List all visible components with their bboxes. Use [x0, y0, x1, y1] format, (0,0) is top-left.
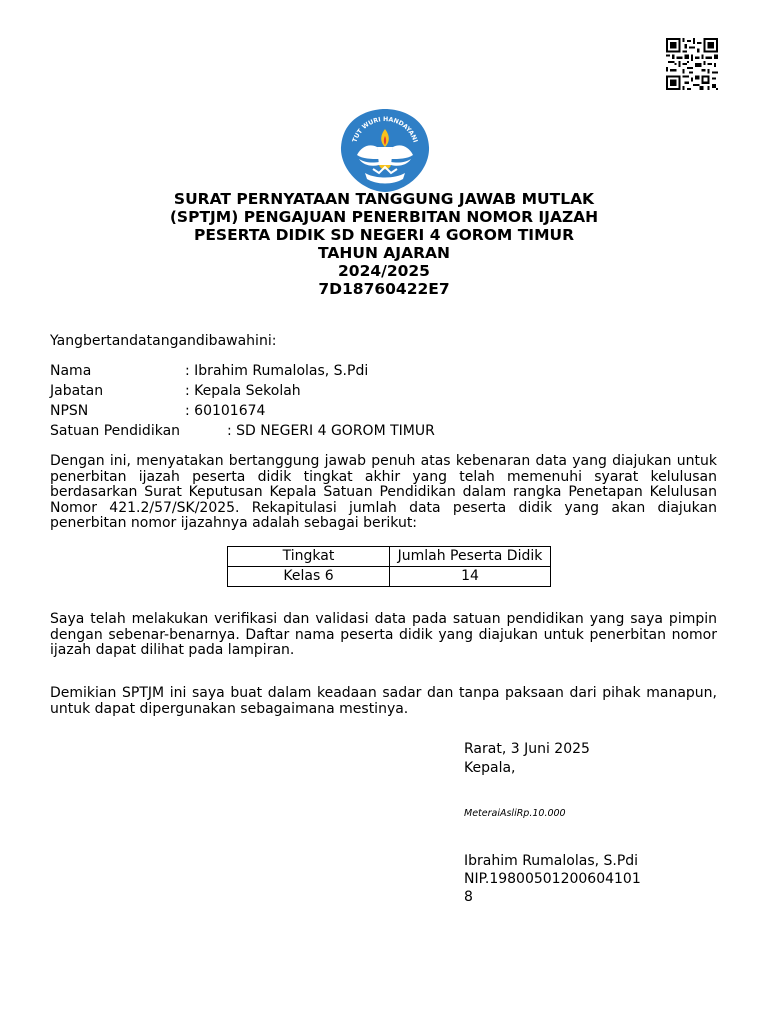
title-line: TAHUN AJARAN	[318, 244, 450, 262]
document-code: 7D18760422E7	[318, 280, 450, 298]
rekap-table	[227, 546, 551, 587]
title-line: PESERTA DIDIK SD NEGERI 4 GOROM TIMUR	[193, 226, 575, 244]
signatory-name: Ibrahim Rumalolas, S.Pdi	[464, 853, 639, 869]
value-npsn: : 60101674	[185, 403, 266, 419]
title-line: 2024/2025	[338, 262, 430, 280]
signatory-nip: NIP.1980050120060410​1	[464, 871, 641, 887]
value-jabatan: : Kepala Sekolah	[185, 383, 301, 399]
title-line: SURAT PERNYATAAN TANGGUNG JAWAB MUTLAK	[173, 190, 595, 208]
table-cell: 14	[390, 567, 551, 587]
signatory-nip-continued: 8	[464, 889, 473, 905]
label-npsn: NPSN	[50, 403, 89, 419]
svg-text:TUT WURI HANDAYANI: TUT WURI HANDAYANI	[351, 115, 419, 144]
statement-paragraph: Dengan ini, menyatakan bertanggung jawab penuh atas kebenaran data yang diajukan untuk penerbitan ijazah peserta didik tingkat akhir yang telah memenuhi syarat kelulusan berdasarkan Surat Keputusan Kepala Satuan Pendidikan dalam rangka Penetapan Kelulusan Nomor 421.2/57/SK/2025. Rekapitulasi jumlah data peserta didik yang akan diajukan penerbitan nomor ijazahnya adalah sebagai berikut:	[50, 453, 717, 531]
label-satuan-pendidikan: Satuan Pendidikan	[50, 423, 181, 439]
verification-paragraph: Saya telah melakukan verifikasi dan validasi data pada satuan pendidikan yang saya pimpin dengan sebenar-benarnya. Daftar nama peserta didik yang diajukan untuk penerbitan nomor ijazah dapat dilihat pada lampiran.	[50, 611, 717, 658]
meterai-label: MeteraiAsliRp.10.000	[464, 808, 566, 819]
label-jabatan: Jabatan	[50, 383, 104, 399]
tut-wuri-handayani-logo-icon	[339, 107, 431, 193]
qr-code-icon	[666, 38, 718, 90]
intro-text: Yangbertandatangandibawahini:	[50, 333, 277, 349]
signatory-position: Kepala,	[464, 760, 516, 776]
table-header-cell: Tingkat	[228, 547, 390, 567]
table-header-row	[228, 547, 551, 567]
value-nama: : Ibrahim Rumalolas, S.Pdi	[185, 363, 369, 379]
label-nama: Nama	[50, 363, 92, 379]
place-date: Rarat, 3 Juni 2025	[464, 741, 590, 757]
table-row	[228, 567, 551, 587]
value-satuan-pendidikan: : SD NEGERI 4 GOROM TIMUR	[227, 423, 435, 439]
table-cell: Kelas 6	[228, 567, 390, 587]
closing-paragraph: Demikian SPTJM ini saya buat dalam keadaan sadar dan tanpa paksaan dari pihak manapun, untuk dapat dipergunakan sebagaimana mestinya.	[50, 685, 717, 717]
table-header-cell: Jumlah Peserta Didik	[390, 547, 551, 567]
document-title	[60, 190, 708, 298]
title-line: (SPTJM) PENGAJUAN PENERBITAN NOMOR IJAZAH	[169, 208, 599, 226]
